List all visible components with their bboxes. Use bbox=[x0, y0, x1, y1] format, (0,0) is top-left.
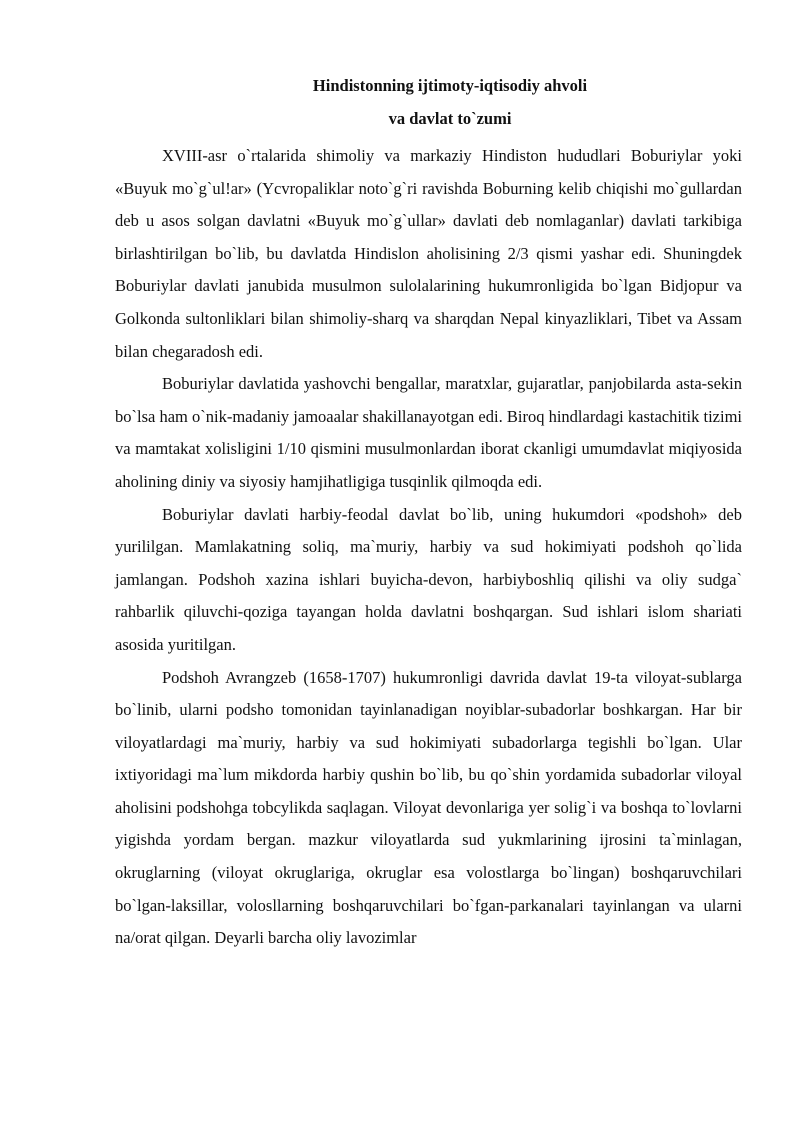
paragraph: Boburiylar davlatida yashovchi bengallar, maratxlar, gujaratlar, panjobilarda asta-sekin bo`lsa ham o`nik-madaniy jamoaalar shakillanayotgan edi. Biroq hindlardagi kastachitik tizimi va mamtakat xolisligini 1/10 qismini musulmonlardan iborat ckanligi umumdavlat miqiyosida aholining diniy va siyosiy hamjihatligiga tusqinlik qilmoqda edi. bbox=[115, 374, 742, 491]
page-title: Hindistonning ijtimoty-iqtisodiy ahvoli bbox=[312, 76, 588, 95]
page-subtitle: va davlat to`zumi bbox=[388, 109, 512, 128]
paragraph: XVIII-asr o`rtalarida shimoliy va markaziy Hindiston hududlari Boburiylar yoki «Buyuk mo`g`ul!ar» (Ycvropaliklar noto`g`ri ravishda Boburning kelib chiqishi mo`gullardan deb u asos solgan davlatni «Buyuk mo`g`ullar» davlati deb nomlaganlar) davlati tarkibiga birlashtirilgan bo`lib, bu davlatda Hindislon aholisining 2/3 qismi yashar edi. Shuningdek Boburiylar davlati janubida musulmon sulolalarining hukumronligida bo`lgan Bidjopur va Golkonda sultonliklari bilan shimoliy-sharq va sharqdan Nepal kinyazliklari, Tibet va Assam bilan chegaradosh edi. bbox=[115, 146, 742, 361]
document-body bbox=[115, 140, 742, 955]
paragraph: Boburiylar davlati harbiy-feodal davlat bo`lib, uning hukumdori «podshoh» deb yurililgan. Mamlakatning soliq, ma`muriy, harbiy va sud hokimiyati podshoh qo`lida jamlangan. Podshoh xazina ishlari buyicha-devon, harbiyboshliq qilishi va oliy sudga` rahbarlik qiluvchi-qoziga tayangan holda davlatni boshqargan. Sud ishlari islom shariati asosida yuritilgan. bbox=[115, 504, 742, 654]
paragraph: Podshoh Avrangzeb (1658-1707) hukumronligi davrida davlat 19-ta viloyat-sublarga bo`linib, ularni podsho tomonidan tayinlanadigan noyiblar-subadorlar boshkargan. Har bir viloyatlardagi ma`muriy, harbiy va sud hokimiyati subadorlarga tegishli bo`lgan. Ular ixtiyoridagi ma`lum mikdorda harbiy qushin bo`lib, bu qo`shin yordamida subadorlar viloyal aholisini podshohga tobcylikda saqlagan. Viloyat devonlariga yer solig`i va boshqa to`lovlarni yigishda yordam bergan. mazkur viloyatlarda sud yukmlarining ijrosini ta`minlagan, okruglarning (viloyat okruglariga, okruglar esa volostlarga bo`lingan) boshqaruvchilari bo`lgan-laksillar, volosllarning boshqaruvchilari bo`fgan-parkanalari tayinlangan va ularni na/orat qilgan. Deyarli barcha oliy lavozimlar bbox=[115, 667, 742, 948]
